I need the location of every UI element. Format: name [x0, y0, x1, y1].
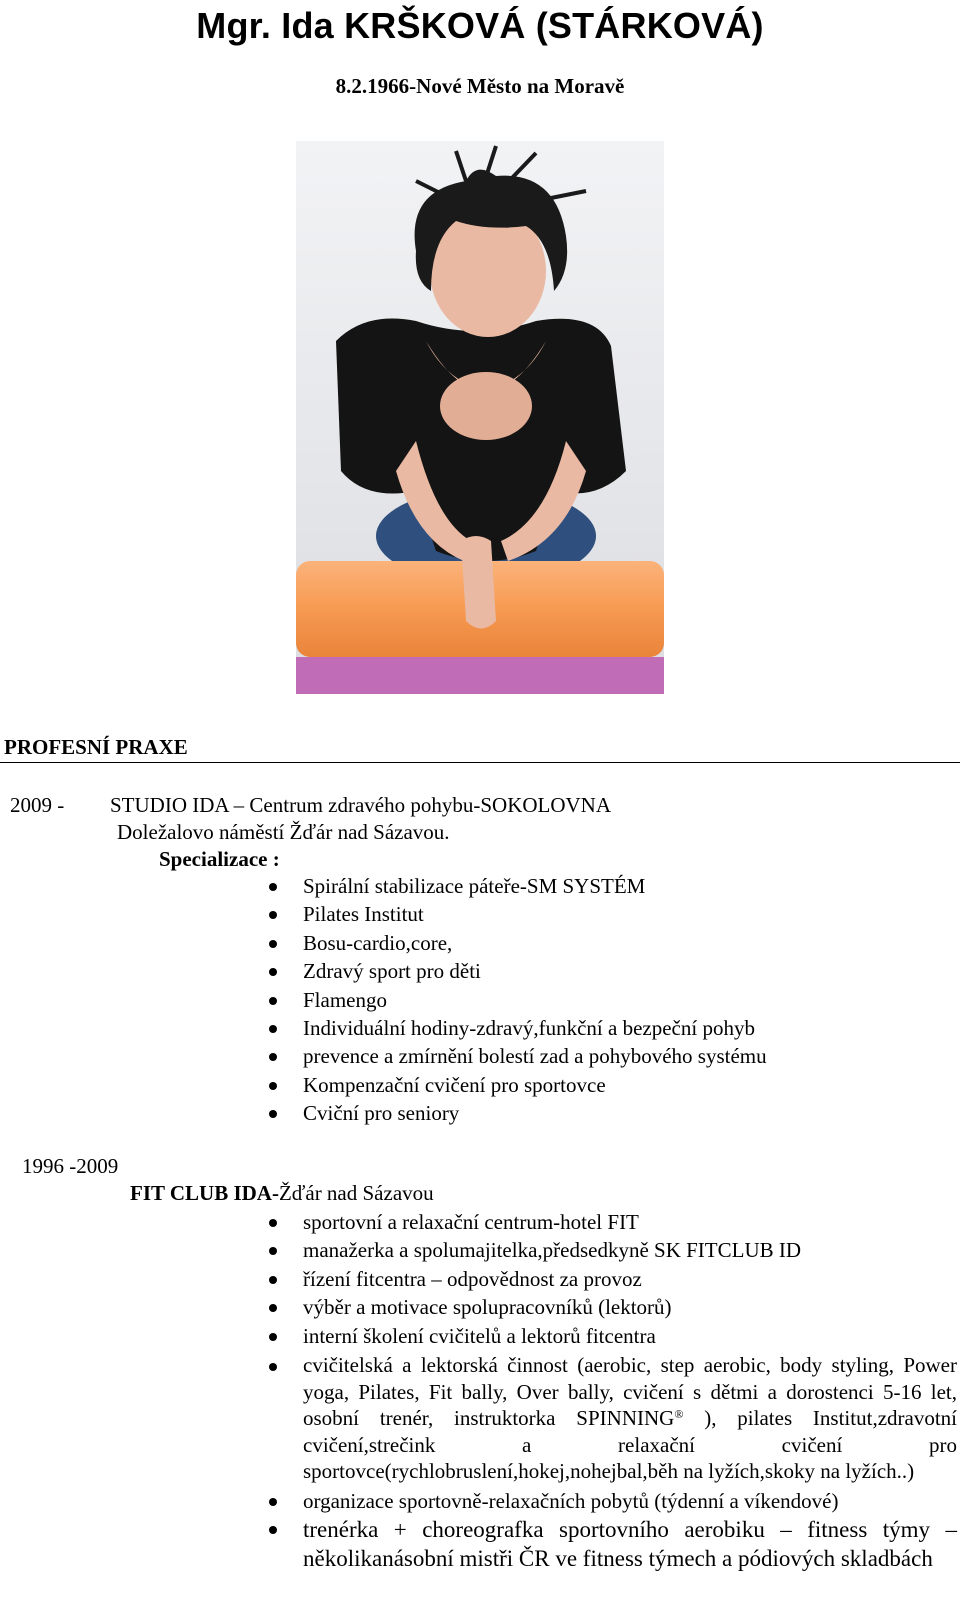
duties-list — [303, 1208, 957, 1573]
list-item: trenérka + choreografka sportovního aerobiku – fitness týmy – několikanásobní mistři ČR ve fitness týmech a pódiových skladbách — [303, 1516, 957, 1571]
job-employer — [130, 1180, 434, 1206]
list-item: Flamengo — [303, 986, 767, 1014]
list-item-text-cont: ), pilates Institut,zdravotní cvičení,strečink a relaxační cvičení pro sportovce(rychlobruslení,hokej,nohejbal,běh na lyžích,skoky na lyžích..) — [303, 1406, 957, 1484]
section-divider — [0, 762, 960, 763]
list-item: řízení fitcentra – odpovědnost za provoz — [303, 1265, 957, 1293]
section-title: PROFESNÍ PRAXE — [4, 735, 188, 759]
list-item: prevence a zmírnění bolestí zad a pohybového systému — [303, 1042, 767, 1070]
list-item: manažerka a spolumajitelka,předsedkyně SK FITCLUB ID — [303, 1236, 957, 1264]
specialization-label: Specializace : — [159, 847, 280, 871]
job-period: 2009 - — [10, 793, 65, 817]
list-item — [303, 1352, 957, 1485]
job-address: Doležalovo náměstí Žďár nad Sázavou. — [117, 820, 450, 844]
page-title: Mgr. Ida KRŠKOVÁ (STÁRKOVÁ) — [196, 5, 764, 46]
list-item: Individuální hodiny-zdravý,funkční a bezpeční pohyb — [303, 1014, 767, 1042]
list-item-text: cvičitelská a lektorská činnost (aerobic, step aerobic, body styling, Power yoga, Pilates, Fit bally, Over bally, cvičení s dětmi a dorostenci 5-16 let, osobní trenér, instruktorka SPINNING — [303, 1353, 957, 1431]
list-item: Pilates Institut — [303, 900, 767, 928]
birth-info: 8.2.1966-Nové Město na Moravě — [335, 74, 625, 98]
job-employer: STUDIO IDA – Centrum zdravého pohybu-SOKOLOVNA — [110, 793, 612, 817]
list-item: sportovní a relaxační centrum-hotel FIT — [303, 1208, 957, 1236]
list-item: Bosu-cardio,core, — [303, 929, 767, 957]
list-item: Spirální stabilizace páteře-SM SYSTÉM — [303, 872, 767, 900]
list-item: výběr a motivace spolupracovníků (lektorů) — [303, 1293, 957, 1321]
list-item: Kompenzační cvičení pro sportovce — [303, 1071, 767, 1099]
employer-name: FIT CLUB IDA- — [130, 1181, 279, 1205]
job-period: 1996 -2009 — [22, 1154, 119, 1178]
portrait-photo — [296, 141, 664, 694]
list-item: organizace sportovně-relaxačních pobytů (týdenní a víkendové) — [303, 1487, 957, 1515]
registered-mark: ® — [674, 1407, 684, 1422]
list-item: Cviční pro seniory — [303, 1099, 767, 1127]
list-item: Zdravý sport pro děti — [303, 957, 767, 985]
employer-location: Žďár nad Sázavou — [278, 1181, 434, 1205]
specialization-list — [303, 872, 767, 1128]
list-item: interní školení cvičitelů a lektorů fitcentra — [303, 1322, 957, 1350]
